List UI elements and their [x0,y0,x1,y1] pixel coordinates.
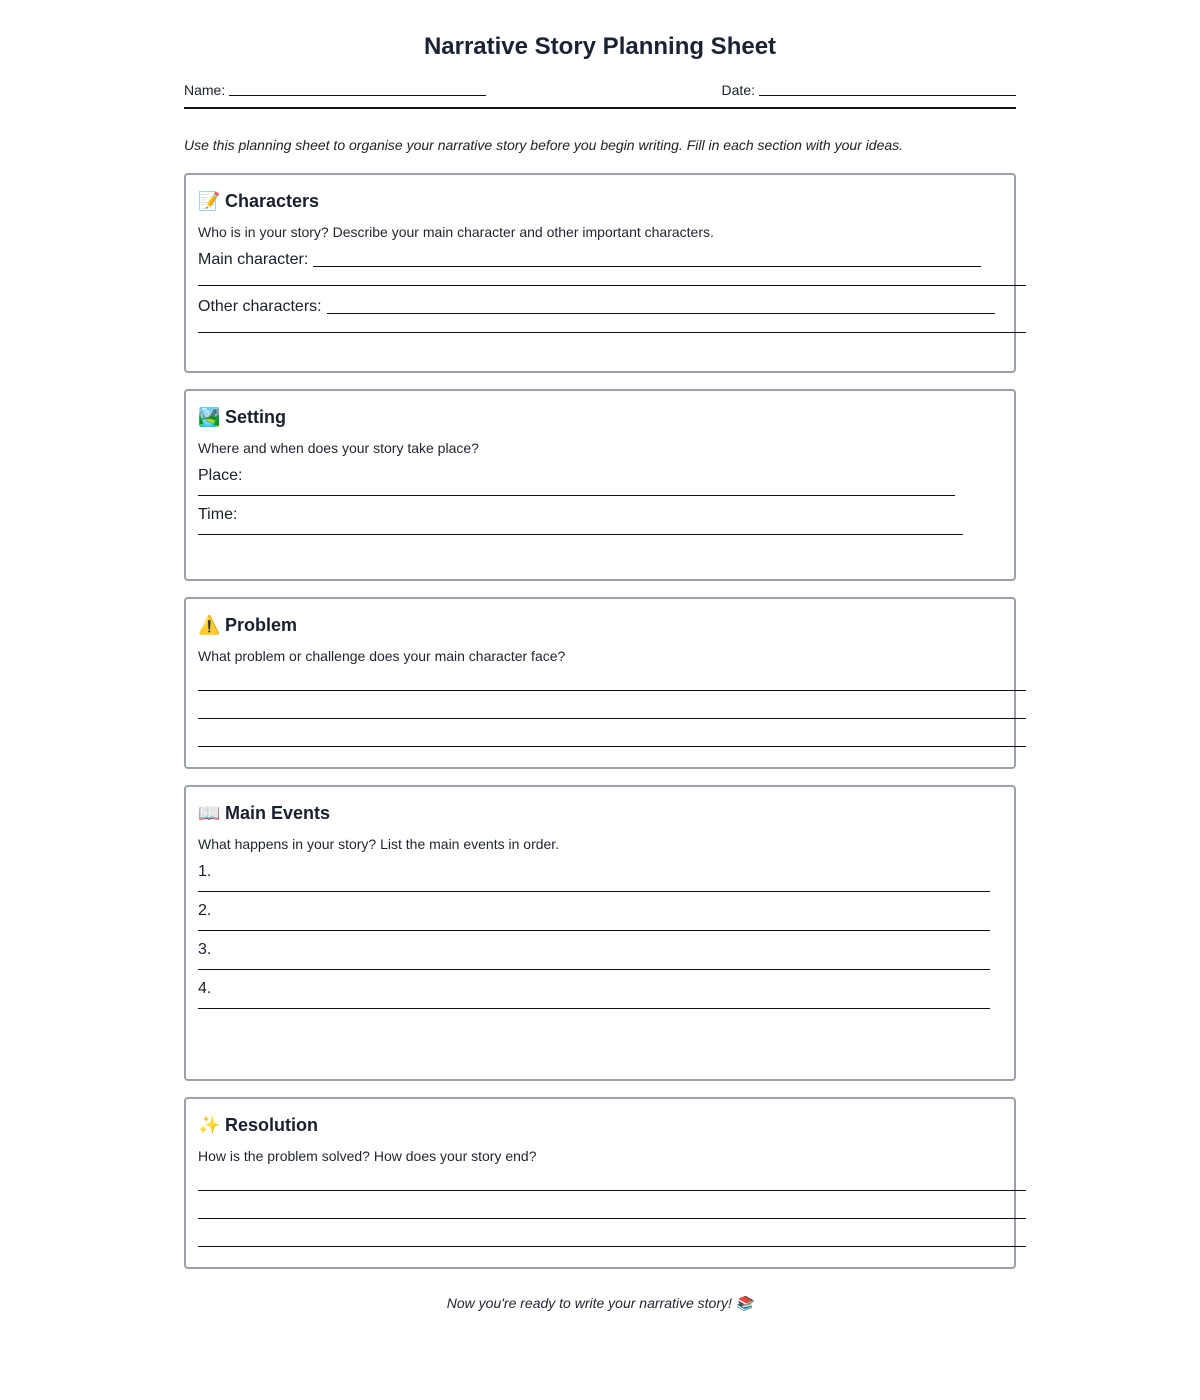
event-line[interactable] [198,930,990,931]
name-blank-line[interactable] [229,95,486,96]
name-date-row [184,82,1016,109]
section-heading [198,403,1002,431]
section-title: Setting [225,406,286,427]
place-line[interactable] [198,495,955,496]
section-description: How is the problem solved? How does your story end? [198,1148,537,1164]
date-label: Date: [721,82,755,98]
event-number: 4. [198,980,212,997]
time-line[interactable] [198,534,963,535]
planning-sheet [184,0,1016,1312]
section-title: Main Events [225,802,331,823]
date-blank-line[interactable] [759,95,1016,96]
event-line[interactable] [198,891,990,892]
other-characters-label: Other characters: [198,298,322,315]
section-setting [184,389,1016,581]
books-icon: 📚 [735,1295,754,1311]
event-line[interactable] [198,1008,990,1009]
closing-message [184,1295,1016,1312]
section-title: Characters [225,190,320,211]
page-title: Narrative Story Planning Sheet [423,33,777,60]
write-line[interactable] [198,718,1026,719]
event-line[interactable] [198,969,990,970]
date-field[interactable] [722,82,1016,98]
main-character-line[interactable] [313,266,981,267]
name-label: Name: [184,82,226,98]
time-label: Time: [198,506,238,523]
closing-text: Now you're ready to write your narrative story! [446,1295,732,1311]
write-line[interactable] [198,1218,1026,1219]
other-characters-line[interactable] [327,313,995,314]
write-line[interactable] [198,1190,1026,1191]
place-label: Place: [198,467,243,484]
section-main-events [184,785,1016,1081]
write-line[interactable] [198,690,1026,691]
write-line[interactable] [198,746,1026,747]
sparkles-icon: ✨ [198,1114,221,1135]
section-characters [184,173,1016,373]
section-description: What happens in your story? List the main events in order. [198,836,560,852]
landscape-icon: 🏞️ [198,406,221,427]
section-heading [198,1111,1002,1139]
section-heading [198,799,1002,827]
section-title: Resolution [225,1114,318,1135]
section-problem [184,597,1016,769]
open-book-icon: 📖 [198,802,221,823]
memo-icon: 📝 [198,190,221,211]
main-character-label: Main character: [198,251,309,268]
section-resolution [184,1097,1016,1269]
event-number: 1. [198,863,212,880]
section-heading [198,611,1002,639]
event-number: 2. [198,902,212,919]
section-description: Where and when does your story take place? [198,440,479,456]
instructions: Use this planning sheet to organise your narrative story before you begin writing. Fill in each section with your ideas. [184,137,904,153]
write-line[interactable] [198,285,1026,286]
section-description: What problem or challenge does your main character face? [198,648,566,664]
section-description: Who is in your story? Describe your main character and other important characters. [198,224,714,240]
write-line[interactable] [198,1246,1026,1247]
section-title: Problem [225,614,298,635]
section-heading [198,187,1002,215]
main-character-field[interactable] [198,249,1002,271]
warning-icon: ⚠️ [198,614,221,635]
other-characters-field[interactable] [198,296,1002,318]
name-field[interactable] [184,82,486,98]
event-number: 3. [198,941,212,958]
write-line[interactable] [198,332,1026,333]
